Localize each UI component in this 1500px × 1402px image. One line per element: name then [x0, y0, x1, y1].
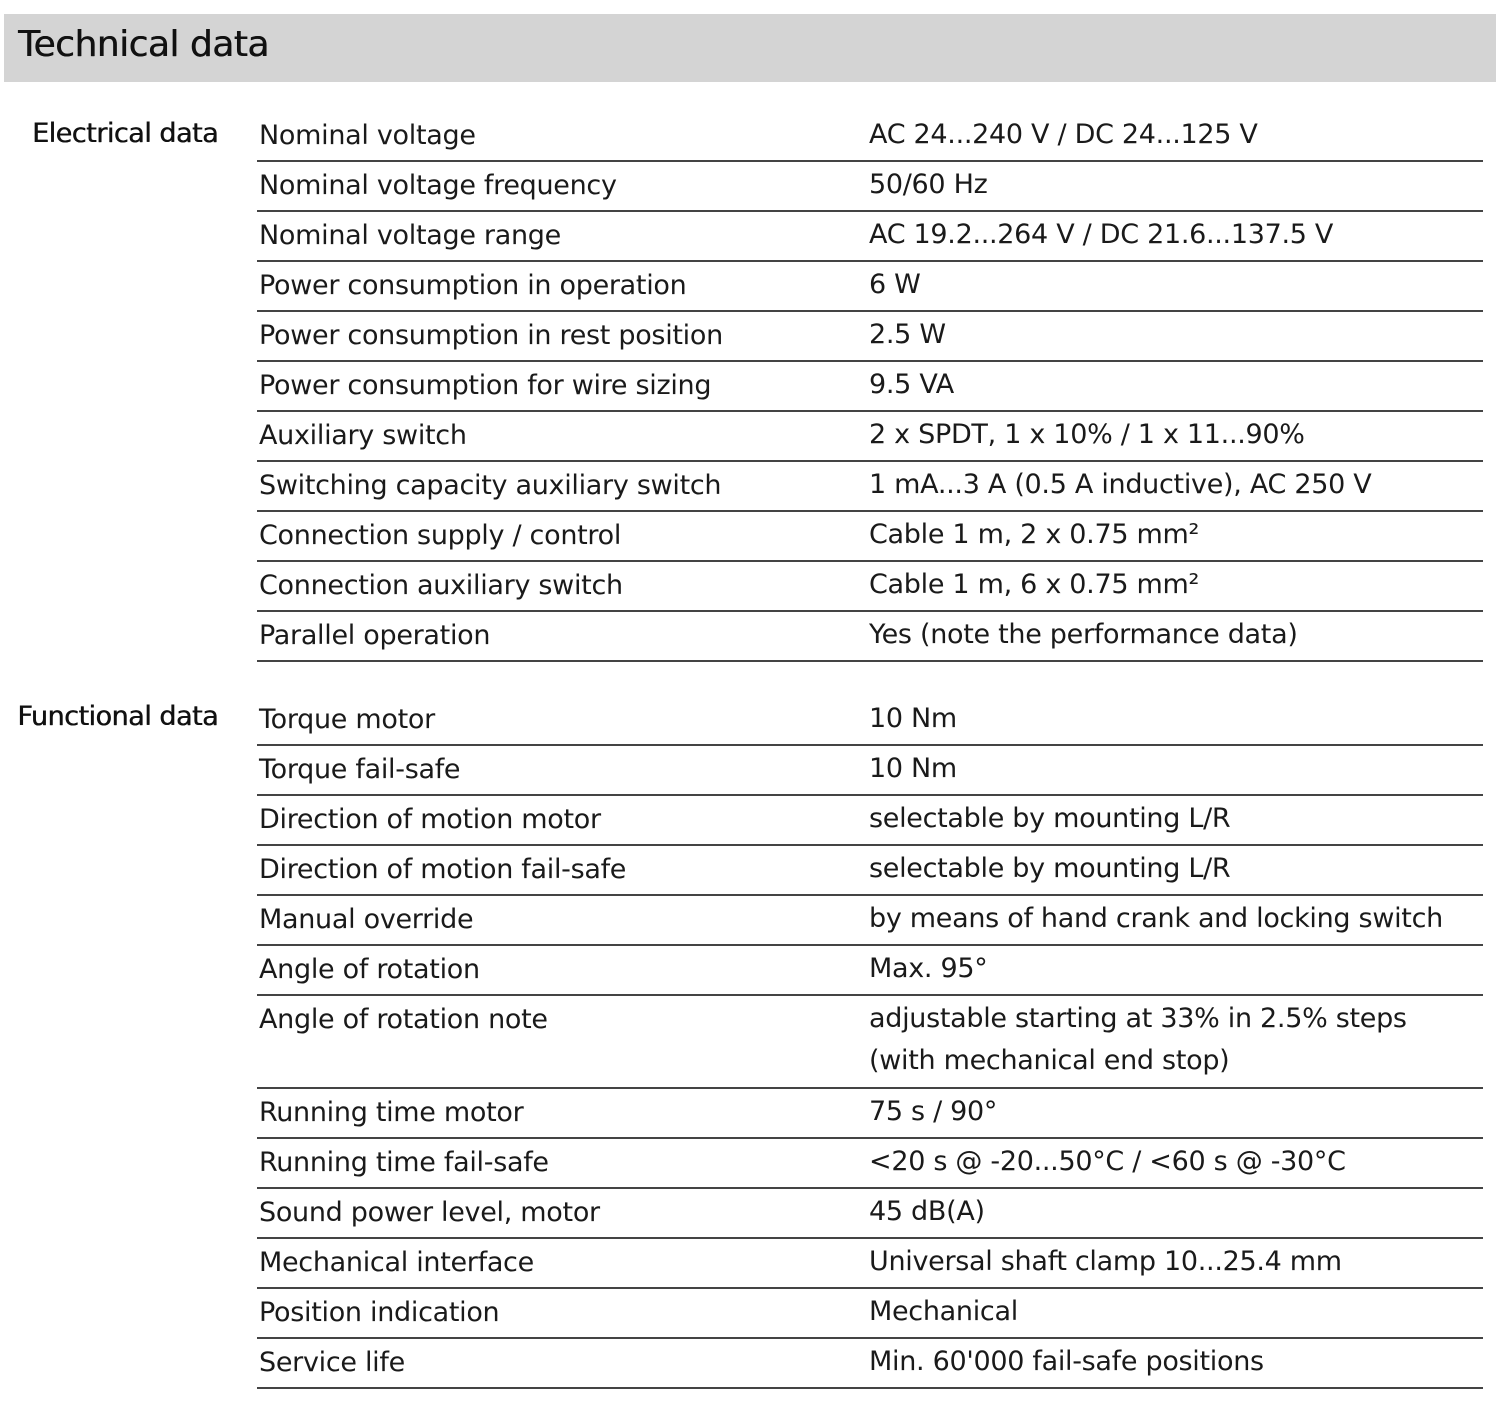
row-value: AC 24...240 V / DC 24...125 V [869, 119, 1258, 150]
row-value: <20 s @ -20...50°C / <60 s @ -30°C [869, 1146, 1346, 1177]
table-row [257, 796, 1483, 846]
table-row [257, 996, 1483, 1089]
table-row [257, 1139, 1483, 1189]
row-value: Universal shaft clamp 10...25.4 mm [869, 1246, 1342, 1277]
row-label: Angle of rotation note [259, 1004, 548, 1035]
row-value: AC 19.2...264 V / DC 21.6...137.5 V [869, 219, 1334, 250]
row-value: 10 Nm [869, 703, 957, 734]
table-row [257, 112, 1483, 162]
page-title: Technical data [18, 24, 269, 65]
table-row [257, 1189, 1483, 1239]
table-row [257, 896, 1483, 946]
table-row [257, 262, 1483, 312]
table-row [257, 1339, 1483, 1389]
row-label: Direction of motion fail-safe [259, 854, 627, 885]
row-label: Nominal voltage frequency [259, 170, 617, 201]
table-row [257, 1089, 1483, 1139]
table-row [257, 612, 1483, 662]
row-value: Cable 1 m, 2 x 0.75 mm² [869, 519, 1200, 550]
row-value: 6 W [869, 269, 921, 300]
row-value: Mechanical [869, 1296, 1018, 1327]
row-value: 2 x SPDT, 1 x 10% / 1 x 11...90% [869, 419, 1305, 450]
table-row [257, 162, 1483, 212]
table-row [257, 462, 1483, 512]
row-label: Torque fail-safe [259, 754, 461, 785]
table-row [257, 1289, 1483, 1339]
row-label: Mechanical interface [259, 1247, 534, 1278]
row-value: Min. 60'000 fail-safe positions [869, 1346, 1264, 1377]
title-bar [4, 14, 1496, 82]
row-label: Running time fail-safe [259, 1147, 549, 1178]
row-value: Yes (note the performance data) [869, 619, 1298, 650]
row-label: Torque motor [259, 704, 435, 735]
row-label: Power consumption in rest position [259, 320, 723, 351]
section-label-electrical: Electrical data [32, 118, 218, 149]
row-value: 2.5 W [869, 319, 946, 350]
table-row [257, 312, 1483, 362]
row-label: Sound power level, motor [259, 1197, 600, 1228]
table-row [257, 746, 1483, 796]
row-label: Position indication [259, 1297, 500, 1328]
row-label: Running time motor [259, 1097, 524, 1128]
row-label: Angle of rotation [259, 954, 480, 985]
section-label-functional: Functional data [17, 701, 218, 732]
row-label: Nominal voltage range [259, 220, 561, 251]
row-label: Nominal voltage [259, 120, 476, 151]
table-row [257, 362, 1483, 412]
row-value: Max. 95° [869, 953, 988, 984]
row-label: Auxiliary switch [259, 420, 467, 451]
row-label: Service life [259, 1347, 405, 1378]
row-value: 1 mA...3 A (0.5 A inductive), AC 250 V [869, 469, 1372, 500]
table-row [257, 946, 1483, 996]
row-value: Cable 1 m, 6 x 0.75 mm² [869, 569, 1200, 600]
row-label: Connection supply / control [259, 520, 622, 551]
row-value: selectable by mounting L/R [869, 803, 1231, 834]
table-row [257, 846, 1483, 896]
row-label: Connection auxiliary switch [259, 570, 623, 601]
table-row [257, 562, 1483, 612]
functional-data-table [257, 696, 1483, 1389]
row-label: Manual override [259, 904, 474, 935]
row-value: adjustable starting at 33% in 2.5% steps (with mechanical end stop) [869, 1003, 1407, 1076]
row-label: Power consumption in operation [259, 270, 687, 301]
electrical-data-table [257, 112, 1483, 662]
row-value: 9.5 VA [869, 369, 954, 400]
row-value: 45 dB(A) [869, 1196, 985, 1227]
row-value: 10 Nm [869, 753, 957, 784]
row-label: Direction of motion motor [259, 804, 601, 835]
row-value: by means of hand crank and locking switch [869, 903, 1443, 934]
row-value: 50/60 Hz [869, 169, 988, 200]
table-row [257, 696, 1483, 746]
table-row [257, 512, 1483, 562]
row-value: selectable by mounting L/R [869, 853, 1231, 884]
table-row [257, 412, 1483, 462]
row-label: Parallel operation [259, 620, 491, 651]
row-label: Power consumption for wire sizing [259, 370, 712, 401]
row-label: Switching capacity auxiliary switch [259, 470, 722, 501]
table-row [257, 1239, 1483, 1289]
table-row [257, 212, 1483, 262]
row-value: 75 s / 90° [869, 1096, 998, 1127]
